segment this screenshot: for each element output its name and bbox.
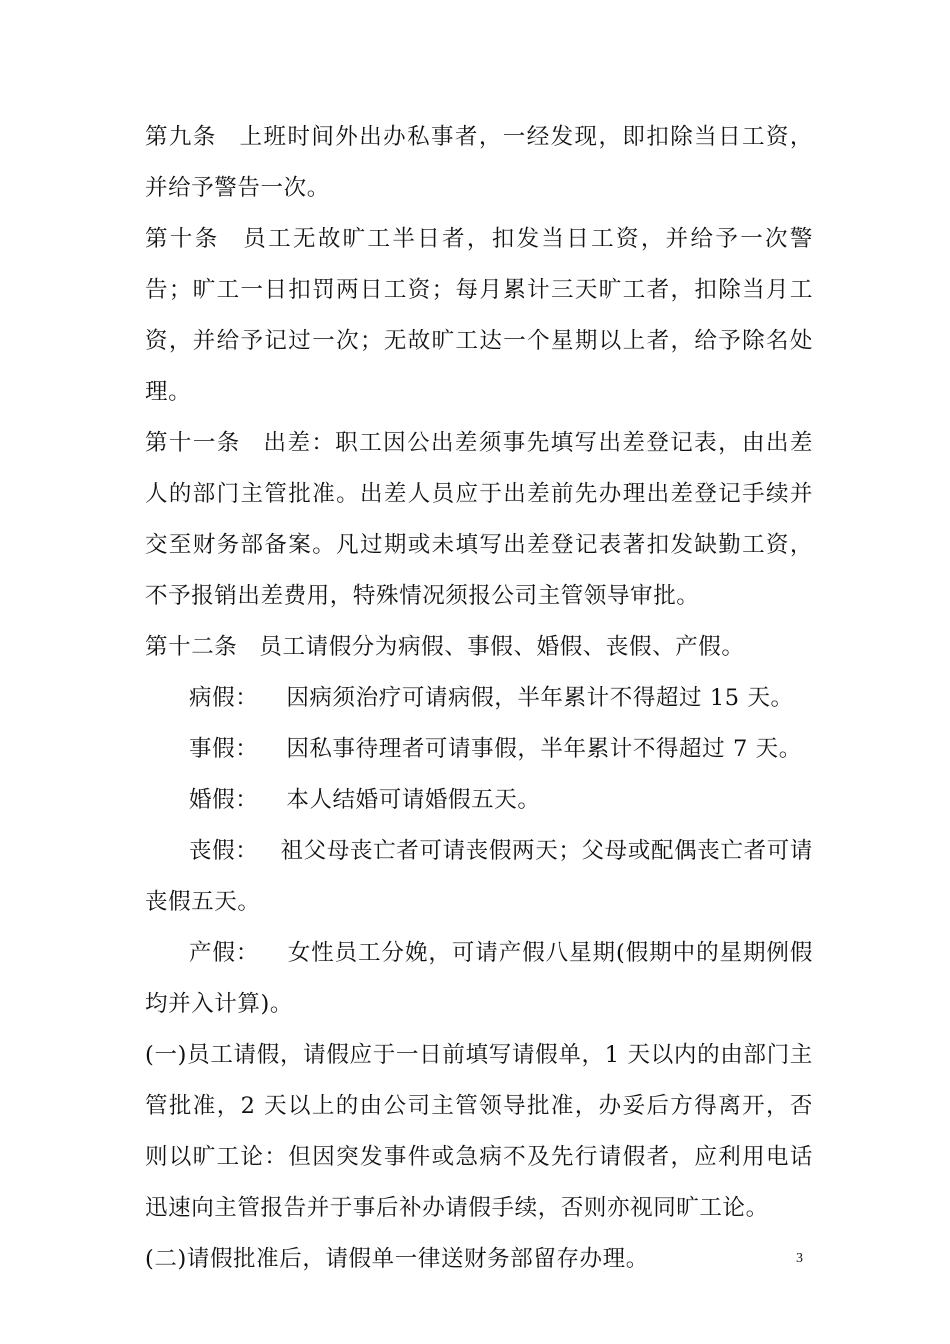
rule-1 bbox=[145, 1030, 813, 1234]
leave-text: 祖父母丧亡者可请丧假两天；父母或配偶丧亡者可请丧假五天。 bbox=[145, 838, 813, 915]
article-text: 员工请假分为病假、事假、婚假、丧假、产假。 bbox=[259, 634, 745, 660]
leave-item-maternity bbox=[145, 928, 813, 1030]
article-label: 第九条 bbox=[145, 124, 217, 150]
article-9 bbox=[145, 112, 813, 214]
article-label: 第十一条 bbox=[145, 430, 241, 456]
leave-label: 婚假： bbox=[189, 787, 259, 813]
page-number: 3 bbox=[796, 1251, 803, 1266]
leave-label: 丧假： bbox=[189, 838, 259, 864]
leave-label: 产假： bbox=[189, 940, 260, 966]
leave-item-sick bbox=[145, 673, 813, 724]
leave-label: 病假： bbox=[189, 685, 259, 711]
rule-2 bbox=[145, 1234, 813, 1285]
leave-item-bereavement bbox=[145, 826, 813, 928]
rule-text: 请假批准后，请假单一律送财务部留存办理。 bbox=[186, 1246, 649, 1272]
document-body bbox=[145, 112, 813, 1285]
leave-item-personal bbox=[145, 724, 813, 775]
article-11 bbox=[145, 418, 813, 622]
article-text: 员工无故旷工半日者，扣发当日工资，并给予一次警告；旷工一日扣罚两日工资；每月累计三天旷工者，扣除当月工资，并给予记过一次；无故旷工达一个星期以上者，给予除名处理。 bbox=[145, 226, 813, 405]
rule-text: 员工请假，请假应于一日前填写请假单，1 天以内的由部门主管批准，2 天以上的由公司主管领导批准，办妥后方得离开，否则以旷工论：但因突发事件或急病不及先行请假者，应利用电话迅速向主管报告并于事后补办请假手续，否则亦视同旷工论。 bbox=[145, 1042, 813, 1221]
article-label: 第十条 bbox=[145, 226, 220, 252]
article-12 bbox=[145, 622, 813, 673]
leave-item-marriage bbox=[145, 775, 813, 826]
leave-label: 事假： bbox=[189, 736, 259, 762]
rule-label: (一) bbox=[145, 1042, 188, 1068]
article-label: 第十二条 bbox=[145, 634, 238, 660]
leave-text: 因病须治疗可请病假，半年累计不得超过 15 天。 bbox=[286, 685, 794, 711]
leave-text: 女性员工分娩，可请产假八星期(假期中的星期例假均并入计算)。 bbox=[145, 940, 813, 1017]
article-text: 出差：职工因公出差须事先填写出差登记表，由出差人的部门主管批准。出差人员应于出差前先办理出差登记手续并交至财务部备案。凡过期或未填写出差登记表著扣发缺勤工资，不予报销出差费用，特殊情况须报公司主管领导审批。 bbox=[145, 430, 813, 609]
article-text: 上班时间外出办私事者，一经发现，即扣除当日工资，并给予警告一次。 bbox=[145, 124, 813, 201]
leave-text: 因私事待理者可请事假，半年累计不得超过 7 天。 bbox=[286, 736, 802, 762]
article-10 bbox=[145, 214, 813, 418]
leave-text: 本人结婚可请婚假五天。 bbox=[286, 787, 541, 813]
rule-label: (二) bbox=[145, 1246, 187, 1272]
